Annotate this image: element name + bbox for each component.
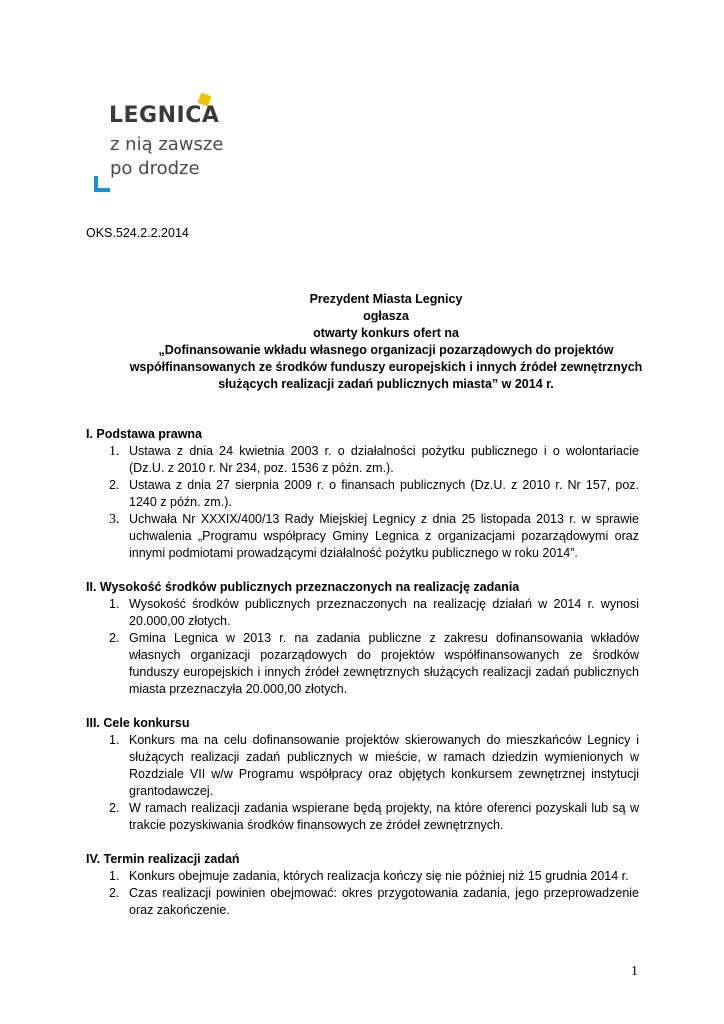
- heading-line: współfinansowanych ze środków funduszy europejskich i innych źródeł zewnętrznych: [129, 360, 643, 374]
- logo-tagline-2: po drodze: [110, 158, 200, 179]
- item-text: Ustawa z dnia 24 kwietnia 2003 r. o działalności pożytku publicznego i o wolontariacie (Dz.U. z 2010 r. Nr 234, poz. 1536 z późn. zm.).: [129, 444, 639, 475]
- logo-tagline-1: z nią zawsze: [110, 134, 224, 155]
- section-goals: [86, 715, 639, 834]
- item-text: Uchwała Nr XXXIX/400/13 Rady Miejskiej Legnicy z dnia 25 listopada 2013 r. w sprawie uchwalenia „Programu współpracy Gminy Legnica z organizacjami pozarządowymi oraz innymi podmiotami prowadzącymi działalność pożytku publicznego w roku 2014”.: [129, 512, 639, 560]
- item-text: Konkurs obejmuje zadania, których realizacja kończy się nie później niż 15 grudnia 2014 r.: [129, 869, 629, 883]
- section-funding-amount: [86, 579, 639, 698]
- list-item: [86, 511, 639, 562]
- numbered-list: [86, 596, 639, 698]
- numbered-list: [86, 732, 639, 834]
- section-title: IV. Termin realizacji zadań: [86, 852, 240, 866]
- item-number: 2.: [109, 886, 120, 900]
- document-body: [86, 426, 639, 936]
- section-legal-basis: [86, 426, 639, 562]
- item-text: W ramach realizacji zadania wspierane będą projekty, na które oferenci pozyskali lub są w trakcie pozyskiwania środków finansowych ze źródeł zewnętrznych.: [129, 801, 639, 832]
- list-item: [86, 630, 639, 698]
- item-number: 2.: [109, 801, 120, 815]
- item-number: 1.: [109, 733, 120, 747]
- list-item: [86, 868, 639, 885]
- heading-line: Prezydent Miasta Legnicy: [309, 292, 463, 306]
- item-text: Konkurs ma na celu dofinansowanie projektów skierowanych do mieszkańców Legnicy i służących realizacji zadań publicznych w mieście, w ramach dziedzin wymienionych w Rozdziale VII w/w Programu współpracy oraz objętych konkursem zewnętrznej instytucji grantodawczej.: [129, 733, 639, 798]
- logo-title: LEGNICA: [109, 103, 220, 128]
- section-title: III. Cele konkursu: [86, 716, 190, 730]
- document-reference: OKS.524.2.2.2014: [86, 226, 189, 240]
- heading-line: „Dofinansowanie wkładu własnego organizacji pozarządowych do projektów: [158, 343, 614, 357]
- announcement-heading: [86, 291, 686, 393]
- heading-line: służących realizacji zadań publicznych miasta” w 2014 r.: [218, 377, 554, 391]
- list-item: [86, 885, 639, 919]
- list-item: [86, 732, 639, 800]
- item-number: 3.: [109, 512, 120, 527]
- item-text: Gmina Legnica w 2013 r. na zadania publiczne z zakresu dofinansowania wkładów własnych organizacji pozarządowych do projektów współfinansowanych ze środków funduszy europejskich i innych źródeł zewnętrznych służących realizacji zadań publicznych miasta przeznaczyła 20.000,00 złotych.: [129, 631, 639, 696]
- numbered-list: [86, 443, 639, 562]
- heading-line: ogłasza: [363, 309, 409, 323]
- item-number: 1.: [109, 444, 120, 459]
- section-deadline: [86, 851, 639, 919]
- section-title: I. Podstawa prawna: [86, 427, 203, 441]
- logo-blue-corner: [94, 176, 110, 192]
- list-item: [86, 443, 639, 477]
- list-item: [86, 800, 639, 834]
- item-text: Wysokość środków publicznych przeznaczonych na realizację działań w 2014 r. wynosi 20.000,00 złotych.: [129, 597, 639, 628]
- section-title: II. Wysokość środków publicznych przeznaczonych na realizację zadania: [86, 580, 520, 594]
- item-number: 2.: [109, 478, 120, 492]
- item-number: 2.: [109, 631, 120, 645]
- list-item: [86, 477, 639, 511]
- numbered-list: [86, 868, 639, 919]
- heading-line: otwarty konkurs ofert na: [313, 326, 459, 340]
- item-number: 1.: [109, 869, 120, 883]
- item-text: Ustawa z dnia 27 sierpnia 2009 r. o finansach publicznych (Dz.U. z 2010 r. Nr 157, poz. 1240 z późn. zm.).: [129, 478, 639, 509]
- item-number: 1.: [109, 597, 120, 611]
- item-text: Czas realizacji powinien obejmować: okres przygotowania zadania, jego przeprowadzenie oraz zakończenie.: [129, 886, 639, 917]
- list-item: [86, 596, 639, 630]
- legnica-logo: [92, 92, 232, 202]
- page-number: 1: [631, 964, 638, 979]
